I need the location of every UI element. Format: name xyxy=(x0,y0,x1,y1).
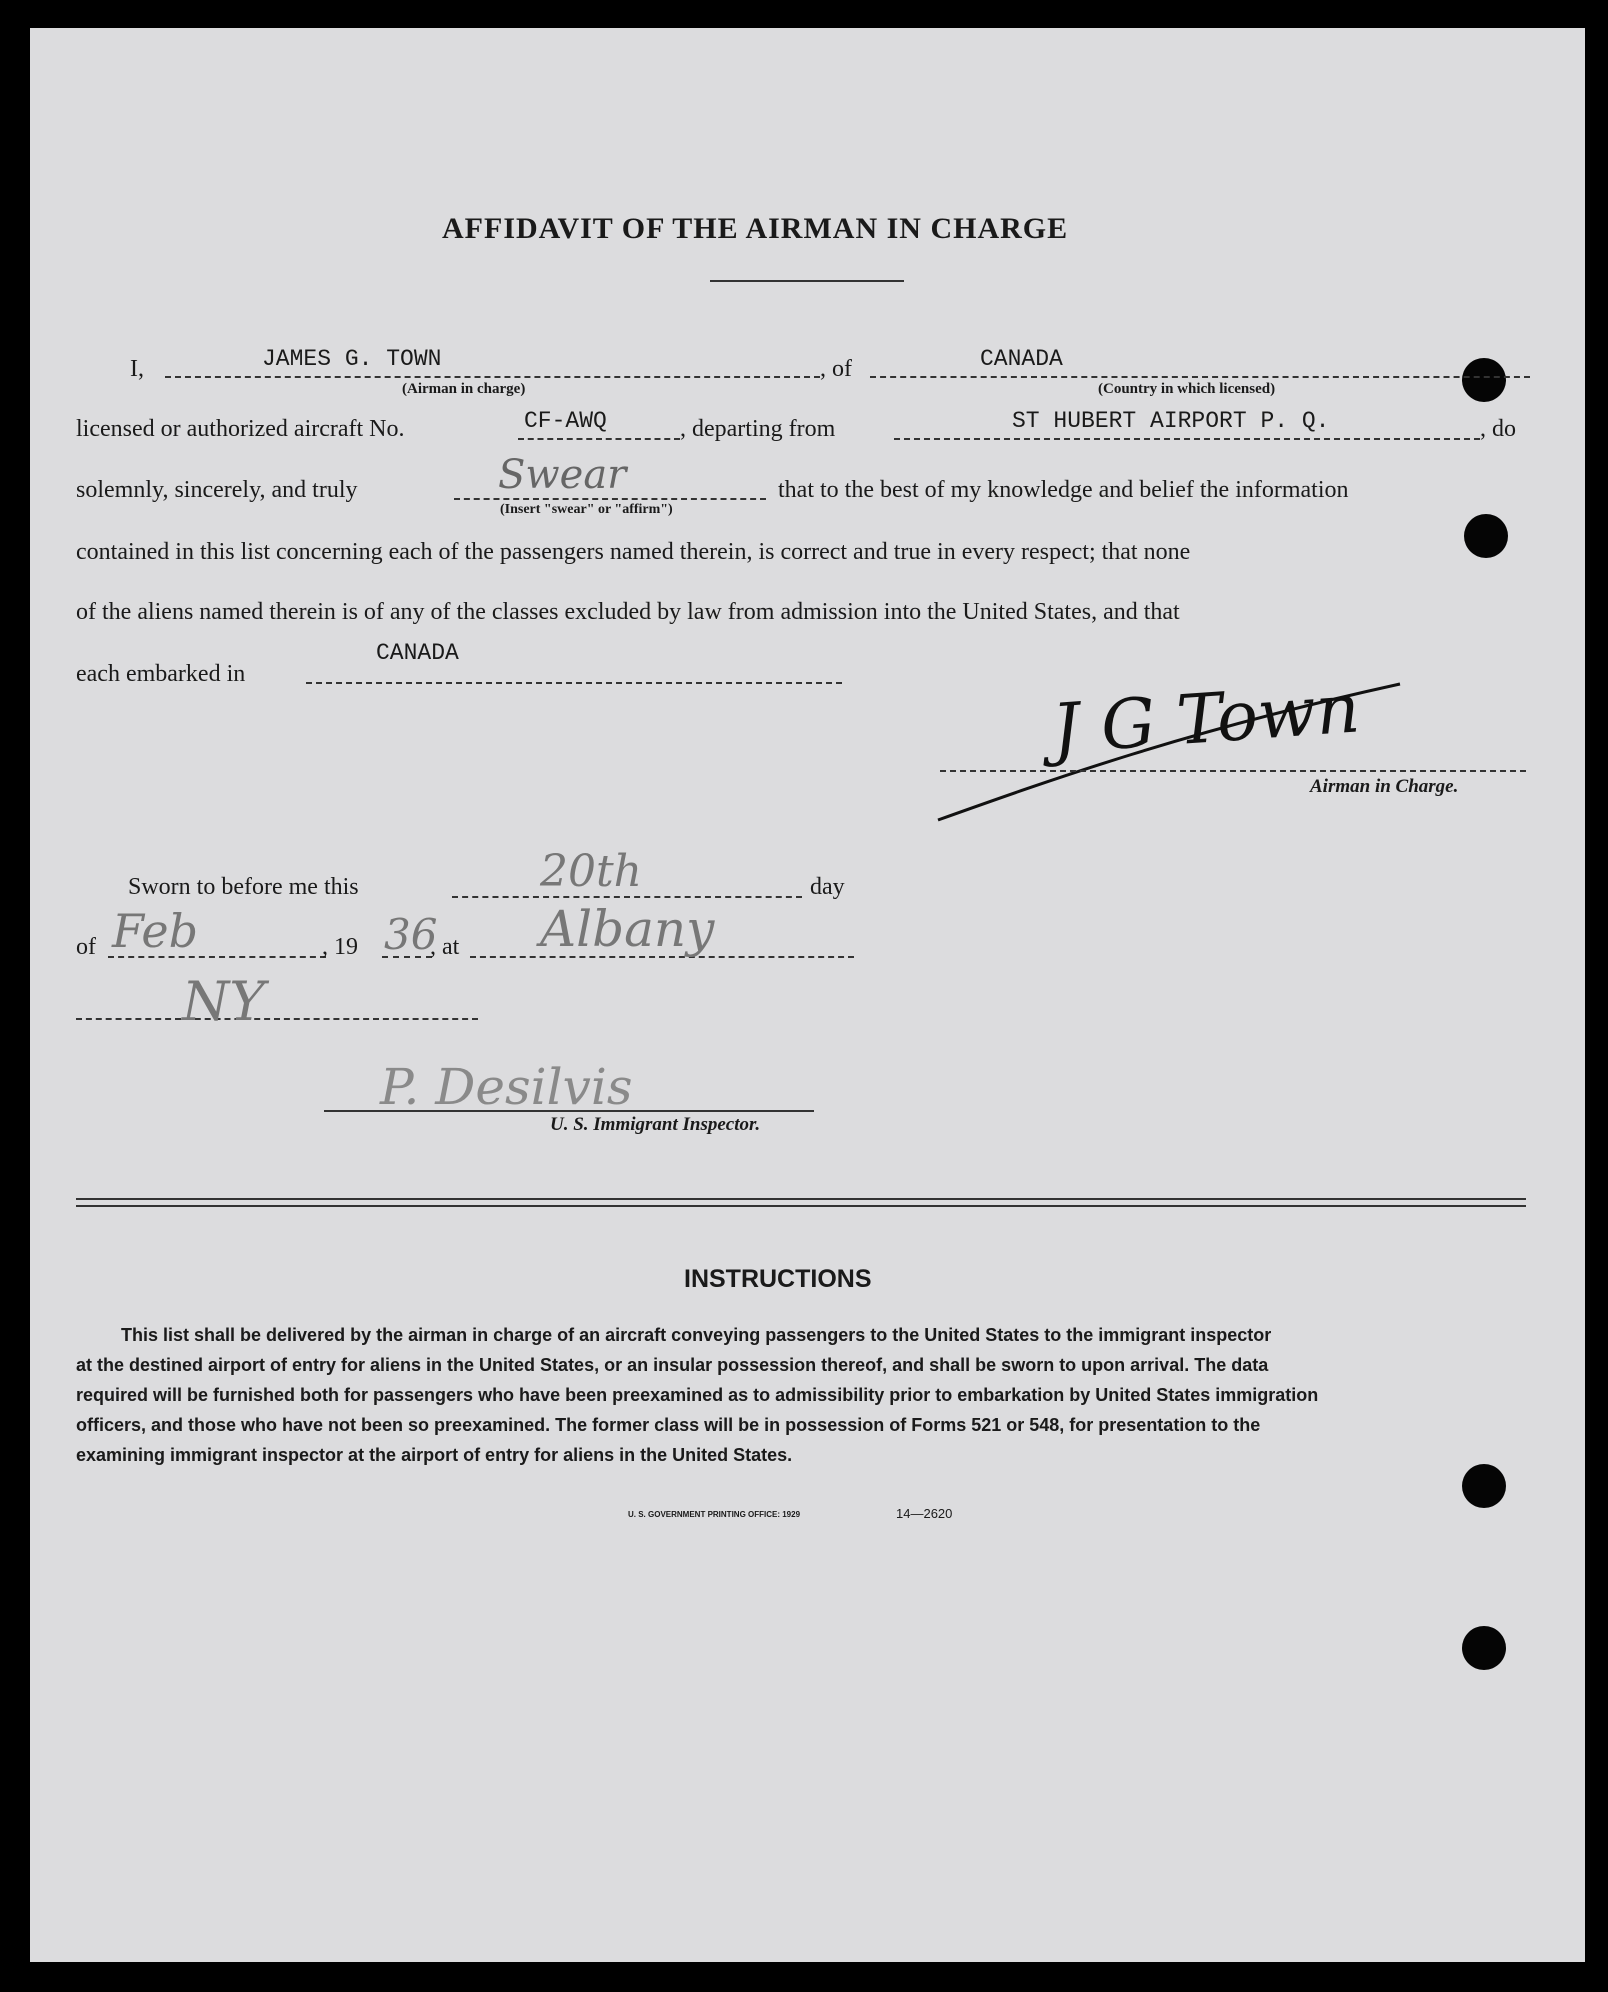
line6-prefix: each embarked in xyxy=(76,661,246,687)
at-label: , at xyxy=(430,934,460,960)
country-value[interactable]: CANADA xyxy=(980,346,1063,372)
oath-caption: (Insert "swear" or "affirm") xyxy=(500,502,673,517)
aircraft-no-line xyxy=(518,438,680,440)
do-label: , do xyxy=(1480,416,1516,442)
line2-prefix: licensed or authorized aircraft No. xyxy=(76,416,405,442)
airman-caption: (Airman in charge) xyxy=(402,381,526,397)
instructions-body xyxy=(76,1320,1526,1470)
country-caption: (Country in which licensed) xyxy=(1098,381,1276,397)
instructions-line: required will be furnished both for passengers who have been preexamined as to admissibility prior to embarkation by United States immigration xyxy=(76,1385,1319,1405)
inspector-caption: U. S. Immigrant Inspector. xyxy=(550,1114,761,1135)
instructions-title: INSTRUCTIONS xyxy=(684,1265,872,1293)
place-value[interactable]: Albany xyxy=(540,900,715,958)
departing-label: , departing from xyxy=(680,416,836,442)
airman-signature: J G Town xyxy=(1049,669,1363,770)
line4: contained in this list concerning each of the passengers named therein, is correct and true in every respect; that none xyxy=(76,539,1191,565)
embarked-line xyxy=(306,682,842,684)
country-line xyxy=(870,376,1530,378)
airman-name-line xyxy=(165,376,820,378)
year-prefix: , 19 xyxy=(322,934,358,960)
inspector-sig-line xyxy=(324,1110,814,1112)
airman-sig-line xyxy=(940,770,1526,772)
line1-prefix: I, xyxy=(130,356,144,382)
inspector-signature: P. Desilvis xyxy=(380,1058,633,1116)
month-value[interactable]: Feb xyxy=(112,904,199,958)
oath-line xyxy=(454,498,766,500)
instructions-line: officers, and those who have not been so preexamined. The former class will be in possession of Forms 521 or 548, for presentation to the xyxy=(76,1415,1261,1435)
signature-flourish xyxy=(930,670,1430,830)
punch-hole-3 xyxy=(1462,1464,1506,1508)
oath-word[interactable]: Swear xyxy=(498,452,627,498)
separator-rule-top xyxy=(76,1198,1526,1200)
sworn-prefix: Sworn to before me this xyxy=(128,874,359,900)
punch-hole-1 xyxy=(1462,358,1506,402)
line5: of the aliens named therein is of any of the classes excluded by law from admission into the United States, and that xyxy=(76,599,1180,625)
day-label: day xyxy=(810,874,845,900)
departure-line xyxy=(894,438,1480,440)
form-title: AFFIDAVIT OF THE AIRMAN IN CHARGE xyxy=(442,212,1069,245)
aircraft-no[interactable]: CF-AWQ xyxy=(524,408,607,434)
instructions-line: at the destined airport of entry for aliens in the United States, or an insular possession thereof, and shall be sworn to upon arrival. The data xyxy=(76,1355,1269,1375)
separator-rule-bottom xyxy=(76,1205,1526,1207)
punch-hole-2 xyxy=(1464,514,1508,558)
year-value[interactable]: 36 xyxy=(384,910,438,959)
place-line-2 xyxy=(76,1018,478,1020)
airman-sig-caption: Airman in Charge. xyxy=(1310,776,1459,797)
punch-hole-4 xyxy=(1462,1626,1506,1670)
of-label: , of xyxy=(820,356,852,382)
instructions-line: examining immigrant inspector at the airport of entry for aliens in the United States. xyxy=(76,1445,793,1465)
departure-place[interactable]: ST HUBERT AIRPORT P. Q. xyxy=(1012,408,1330,434)
line3-suffix: that to the best of my knowledge and belief the information xyxy=(778,477,1349,503)
place-value-2[interactable]: NY xyxy=(182,970,265,1033)
day-value[interactable]: 20th xyxy=(540,846,643,897)
form-number: 14—2620 xyxy=(896,1506,953,1521)
printer-imprint: U. S. GOVERNMENT PRINTING OFFICE: 1929 xyxy=(628,1510,801,1519)
airman-name[interactable]: JAMES G. TOWN xyxy=(262,346,442,372)
title-rule xyxy=(710,280,904,282)
line3-prefix: solemnly, sincerely, and truly xyxy=(76,477,358,503)
of-month-label: of xyxy=(76,934,96,960)
instructions-line: This list shall be delivered by the airman in charge of an aircraft conveying passengers to the United States to the immigrant inspector xyxy=(121,1325,1272,1345)
embarked-in[interactable]: CANADA xyxy=(376,640,459,666)
